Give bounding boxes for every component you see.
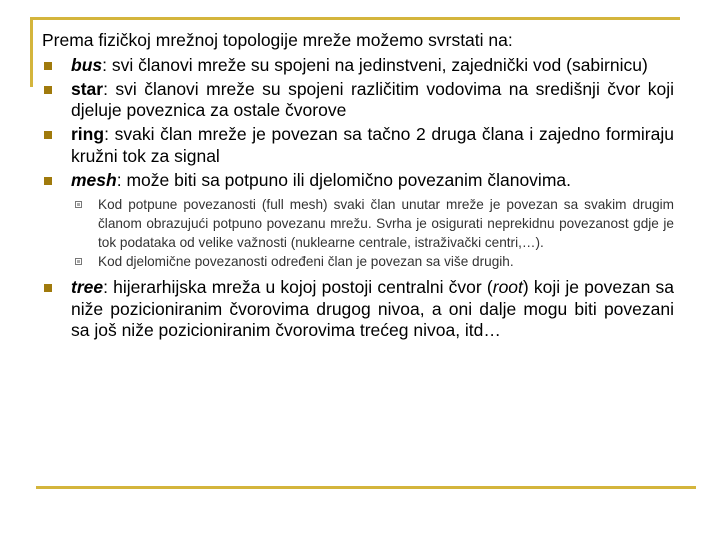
term-star: star <box>71 78 104 99</box>
square-bullet-icon <box>44 177 52 185</box>
square-bullet-icon <box>44 62 52 70</box>
slide-content <box>42 28 674 342</box>
separator: : <box>104 124 115 144</box>
slide-frame-bottom-line <box>36 486 696 489</box>
description: svaki član mreže je povezan sa tačno 2 druga člana i zajedno formiraju kružni tok za signal <box>71 124 674 166</box>
description-start: hijerarhijska mreža u kojoj postoji centralni čvor ( <box>113 277 493 297</box>
description: svi članovi mreže su spojeni na jedinstveni, zajednički vod (sabirnicu) <box>111 54 648 75</box>
sublist-item-partial-mesh <box>71 252 674 271</box>
mesh-sublist <box>71 195 674 271</box>
separator: : <box>102 54 112 75</box>
description-end: ) koji je povezan sa niže pozicioniranim čvorovima drugog nivoa, a oni dalje mogu biti povezani sa još niže pozicioniranim čvorovima trećeg nivoa, itd… <box>71 277 674 340</box>
square-bullet-icon <box>44 86 52 94</box>
square-bullet-icon <box>44 284 52 292</box>
topology-list <box>42 55 674 342</box>
list-item-ring <box>42 124 674 167</box>
slide-frame-left-line <box>30 17 33 87</box>
term-bus: bus <box>71 54 103 75</box>
checkbox-bullet-icon <box>75 258 82 265</box>
list-item-star <box>42 79 674 122</box>
sublist-text: Kod djelomične povezanosti određeni član je povezan sa više drugih. <box>98 254 514 269</box>
checkbox-bullet-icon <box>75 201 82 208</box>
term-ring: ring <box>71 124 105 144</box>
term-root: root <box>492 277 523 297</box>
separator: : <box>103 78 116 99</box>
description: može biti sa potpuno ili djelomično povezanim članovima. <box>126 169 571 190</box>
sublist-item-full-mesh <box>71 195 674 252</box>
square-bullet-icon <box>44 131 52 139</box>
list-item-bus <box>42 55 674 77</box>
intro-text: Prema fizičkoj mrežnoj topologije mreže možemo svrstati na: <box>42 30 513 50</box>
slide-frame-top-line <box>30 17 680 20</box>
separator: : <box>103 277 114 297</box>
description: svi članovi mreže su spojeni različitim vodovima na središnji čvor koji djeluje poveznica za ostale čvorove <box>71 78 674 120</box>
list-item-tree <box>42 277 674 342</box>
sublist-text: Kod potpune povezanosti (full mesh) svaki član unutar mreže je povezan sa svakim drugim članom obrazujući potpuno povezanu mrežu. Svrha je osigurati neprekidnu povezanost gdje je tok podataka od velike važnosti (nuklearne centrale, istraživački centri,…). <box>98 197 674 250</box>
term-mesh: mesh <box>71 169 117 190</box>
list-item-mesh <box>42 170 674 272</box>
term-tree: tree <box>71 277 104 297</box>
separator: : <box>116 169 127 190</box>
